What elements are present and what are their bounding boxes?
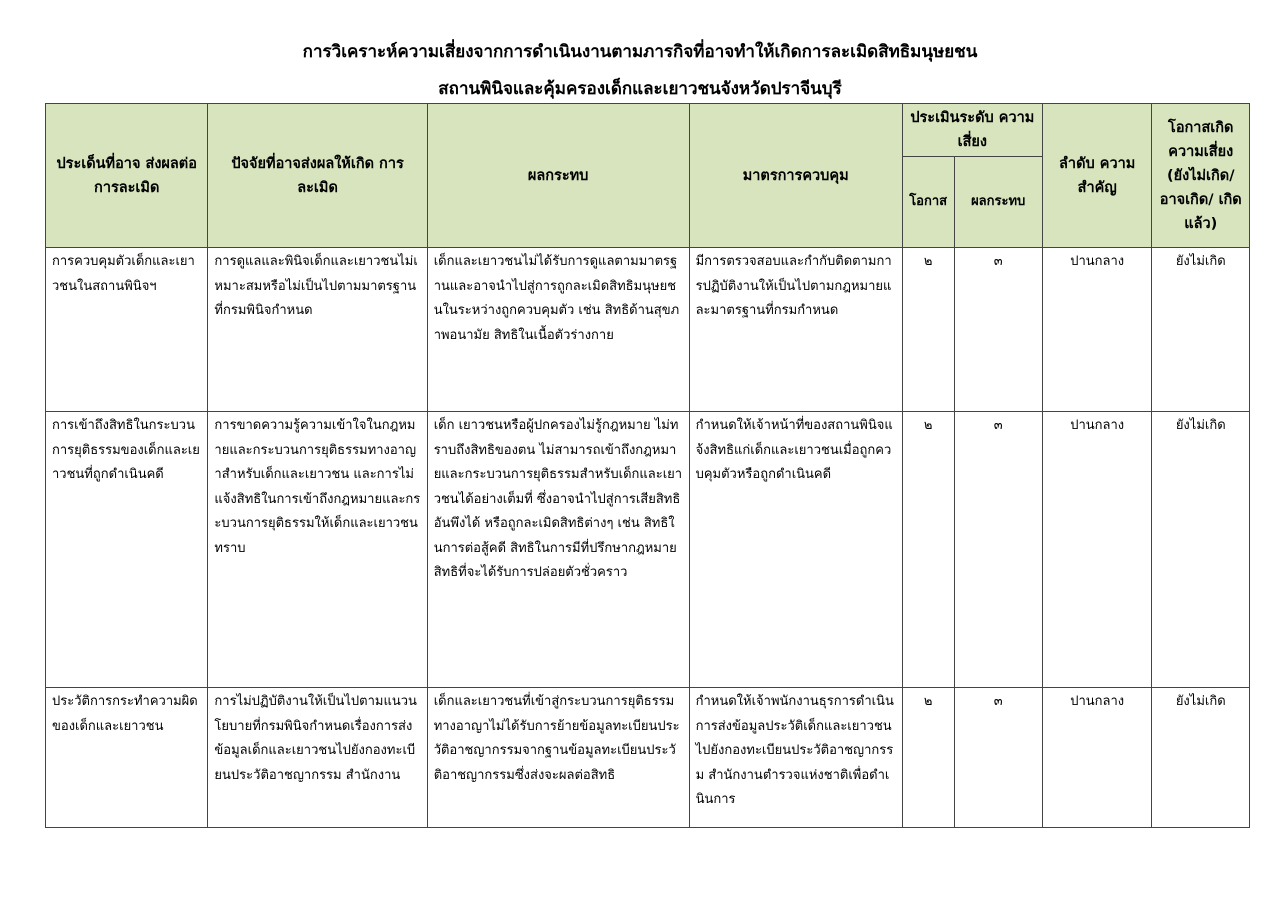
row-issue: ประวัติการกระทำความผิดของเด็กและเยาวชน — [46, 688, 208, 828]
row-priority: ปานกลาง — [1042, 688, 1152, 828]
document-title: การวิเคราะห์ความเสี่ยงจากการดำเนินงานตามภารกิจที่อาจทำให้เกิดการละเมิดสิทธิมนุษยชน — [302, 42, 978, 62]
row-impact: เด็กและเยาวชนที่เข้าสู่กระบวนการยุติธรรมทางอาญาไม่ได้รับการย้ายข้อมูลทะเบียนประวัติอาชญากรรมจากฐานข้อมูลทะเบียนประวัติอาชญากรรมซึ่งส่งจะผลต่อสิทธิ — [427, 688, 689, 828]
row-impact-level: ๓ — [954, 412, 1042, 688]
row-likelihood: ๒ — [902, 248, 954, 412]
header-priority: ลำดับ ความสำคัญ — [1042, 104, 1152, 248]
header-occurrence: โอกาสเกิด ความเสี่ยง (ยังไม่เกิด/ อาจเกิด/ เกิดแล้ว) — [1152, 104, 1250, 248]
row-priority: ปานกลาง — [1042, 412, 1152, 688]
row-factor: การขาดความรู้ความเข้าใจในกฎหมายและกระบวนการยุติธรรมทางอาญาสำหรับเด็กและเยาวชน และการไม่แจ้งสิทธิในการเข้าถึงกฎหมายและกระบวนการยุติธรรมให้เด็กและเยาวชนทราบ — [208, 412, 427, 688]
table-row — [46, 688, 1250, 828]
table-row — [46, 248, 1250, 412]
header-control: มาตรการควบคุม — [689, 104, 902, 248]
risk-analysis-table — [45, 103, 1250, 828]
row-priority: ปานกลาง — [1042, 248, 1152, 412]
row-occurrence: ยังไม่เกิด — [1152, 248, 1250, 412]
document-subtitle: สถานพินิจและคุ้มครองเด็กและเยาวชนจังหวัดปราจีนบุรี — [438, 79, 842, 99]
row-issue: การควบคุมตัวเด็กและเยาวชนในสถานพินิจฯ — [46, 248, 208, 412]
row-occurrence: ยังไม่เกิด — [1152, 688, 1250, 828]
row-control: กำหนดให้เจ้าหน้าที่ของสถานพินิจแจ้งสิทธิแก่เด็กและเยาวชนเมื่อถูกควบคุมตัวหรือถูกดำเนินคดี — [689, 412, 902, 688]
header-assessment: ประเมินระดับ ความเสี่ยง — [902, 104, 1042, 157]
row-impact: เด็กและเยาวชนไม่ได้รับการดูแลตามมาตรฐานและอาจนำไปสู่การถูกละเมิดสิทธิมนุษยชนในระหว่างถูกควบคุมตัว เช่น สิทธิด้านสุขภาพอนามัย สิทธิในเนื้อตัวร่างกาย — [427, 248, 689, 412]
table-row — [46, 412, 1250, 688]
row-impact-level: ๓ — [954, 248, 1042, 412]
row-impact-level: ๓ — [954, 688, 1042, 828]
row-likelihood: ๒ — [902, 412, 954, 688]
row-issue: การเข้าถึงสิทธิในกระบวนการยุติธรรมของเด็กและเยาวชนที่ถูกดำเนินคดี — [46, 412, 208, 688]
row-occurrence: ยังไม่เกิด — [1152, 412, 1250, 688]
row-factor: การดูแลและพินิจเด็กและเยาวชนไม่เหมาะสมหรือไม่เป็นไปตามมาตรฐานที่กรมพินิจกำหนด — [208, 248, 427, 412]
row-control: มีการตรวจสอบและกำกับติดตามการปฏิบัติงานให้เป็นไปตามกฎหมายและมาตรฐานที่กรมกำหนด — [689, 248, 902, 412]
row-impact: เด็ก เยาวชนหรือผู้ปกครองไม่รู้กฎหมาย ไม่ทราบถึงสิทธิของตน ไม่สามารถเข้าถึงกฎหมายและกระบวนการยุติธรรมสำหรับเด็กและเยาวชนได้อย่างเต็มที่ ซึ่งอาจนำไปสู่การเสียสิทธิอันพึงได้ หรือถูกละเมิดสิทธิต่างๆ เช่น สิทธิในการต่อสู้คดี สิทธิในการมีที่ปรึกษากฎหมาย สิทธิที่จะได้รับการปล่อยตัวชั่วคราว — [427, 412, 689, 688]
row-likelihood: ๒ — [902, 688, 954, 828]
header-impact: ผลกระทบ — [427, 104, 689, 248]
header-impact-level: ผลกระทบ — [954, 157, 1042, 248]
header-factor: ปัจจัยที่อาจส่งผลให้เกิด การละเมิด — [208, 104, 427, 248]
row-factor: การไม่ปฏิบัติงานให้เป็นไปตามแนวนโยบายที่กรมพินิจกำหนดเรื่องการส่งข้อมูลเด็กและเยาวชนไปยังกองทะเบียนประวัติอาชญากรรม สำนักงาน — [208, 688, 427, 828]
header-likelihood: โอกาส — [902, 157, 954, 248]
header-issue: ประเด็นที่อาจ ส่งผลต่อการละเมิด — [46, 104, 208, 248]
row-control: กำหนดให้เจ้าพนักงานธุรการดำเนินการส่งข้อมูลประวัติเด็กและเยาวชนไปยังกองทะเบียนประวัติอาชญากรรม สำนักงานตำรวจแห่งชาติเพื่อดำเนินการ — [689, 688, 902, 828]
